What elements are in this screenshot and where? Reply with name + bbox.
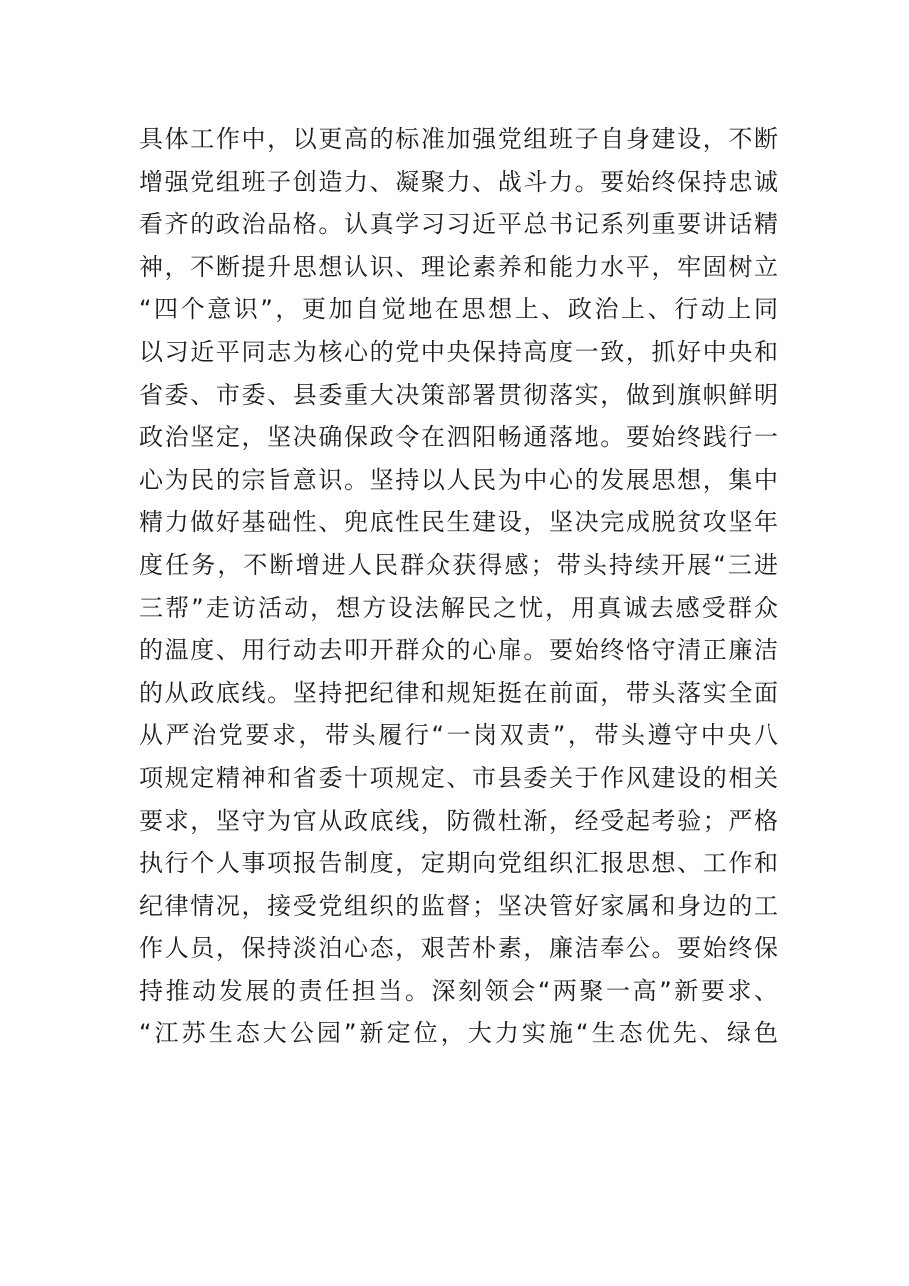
text-line: 的温度、用行动去叩开群众的心扉。要始终恪守清正廉洁	[139, 636, 779, 665]
text-line: 项规定精神和省委十项规定、市县委关于作风建设的相关	[139, 763, 779, 792]
text-line: 增强党组班子创造力、凝聚力、战斗力。要始终保持忠诚	[139, 167, 779, 196]
text-line: 省委、市委、县委重大决策部署贯彻落实，做到旗帜鲜明	[139, 380, 779, 409]
text-line: 三帮”走访活动，想方设法解民之忧，用真诚去感受群众	[139, 593, 779, 622]
text-line: 的从政底线。坚持把纪律和规矩挺在前面，带头落实全面	[139, 678, 779, 707]
text-line: 精力做好基础性、兜底性民生建设，坚决完成脱贫攻坚年	[139, 508, 779, 537]
text-line: 要求，坚守为官从政底线，防微杜渐，经受起考验；严格	[139, 806, 779, 835]
text-line: 从严治党要求，带头履行“一岗双责”，带头遵守中央八	[139, 721, 779, 750]
text-line: 以习近平同志为核心的党中央保持高度一致，抓好中央和	[139, 337, 779, 366]
text-line: 作人员，保持淡泊心态，艰苦朴素，廉洁奉公。要始终保	[139, 934, 779, 963]
text-line: 具体工作中，以更高的标准加强党组班子自身建设，不断	[139, 125, 779, 153]
text-line: 看齐的政治品格。认真学习习近平总书记系列重要讲话精	[139, 210, 779, 239]
text-line: “四个意识”，更加自觉地在思想上、政治上、行动上同	[139, 295, 779, 324]
document-body	[139, 118, 779, 1055]
text-line: 心为民的宗旨意识。坚持以人民为中心的发展思想，集中	[139, 465, 779, 494]
text-line: 执行个人事项报告制度，定期向党组织汇报思想、工作和	[139, 849, 779, 878]
text-line: 政治坚定，坚决确保政令在泗阳畅通落地。要始终践行一	[139, 423, 779, 452]
text-line: “江苏生态大公园”新定位，大力实施“生态优先、绿色	[139, 1019, 779, 1048]
text-line: 纪律情况，接受党组织的监督；坚决管好家属和身边的工	[139, 891, 779, 920]
text-line: 持推动发展的责任担当。深刻领会“两聚一高”新要求、	[139, 976, 779, 1005]
text-line: 度任务，不断增进人民群众获得感；带头持续开展“三进	[139, 550, 779, 579]
text-line: 神，不断提升思想认识、理论素养和能力水平，牢固树立	[139, 252, 779, 281]
